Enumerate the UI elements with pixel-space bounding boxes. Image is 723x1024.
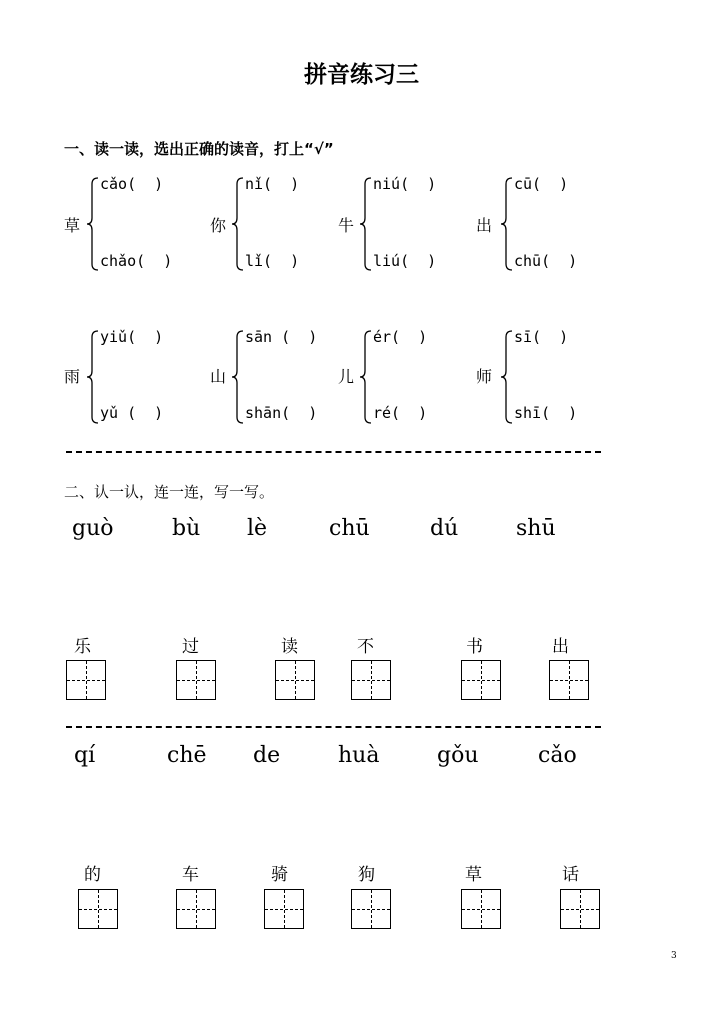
pinyin-1-4: chū [329,516,370,541]
option-top[interactable]: ér( ) [373,328,428,346]
writing-box[interactable] [66,660,106,700]
char-2-2: 车 [182,865,199,885]
divider-1 [66,451,601,453]
writing-box[interactable] [264,889,304,929]
option-bottom[interactable]: shī( ) [514,404,578,422]
writing-box[interactable] [275,660,315,700]
char-2-1: 的 [84,865,101,885]
option-bottom[interactable]: lǐ( ) [245,252,300,270]
char-1-2: 过 [182,637,199,657]
writing-box[interactable] [351,660,391,700]
pinyin-2-5: gǒu [437,743,479,768]
option-top[interactable]: sān ( ) [245,328,318,346]
char-1-6: 出 [552,637,569,657]
option-top[interactable]: sī( ) [514,328,569,346]
writing-box[interactable] [176,889,216,929]
option-bottom[interactable]: chū( ) [514,252,578,270]
char-1-4: 不 [357,637,374,657]
pinyin-1-3: lè [247,516,268,541]
char-2-4: 狗 [358,865,375,885]
brace-icon [86,177,100,271]
pinyin-2-1: qí [74,743,96,768]
char-2-5: 草 [465,865,482,885]
pinyin-1-1: guò [72,516,114,541]
char-1-1: 乐 [74,637,91,657]
brace-icon [86,330,100,424]
brace-icon [500,177,514,271]
writing-box[interactable] [176,660,216,700]
option-bottom[interactable]: chǎo( ) [100,252,173,270]
option-top[interactable]: cū( ) [514,175,569,193]
writing-box[interactable] [461,889,501,929]
char-2-6: 话 [562,865,579,885]
group-char: 牛 [338,216,355,235]
option-top[interactable]: niú( ) [373,175,437,193]
section1-heading: 一、读一读，选出正确的读音，打上“√” [64,140,334,158]
writing-box[interactable] [549,660,589,700]
writing-box[interactable] [351,889,391,929]
writing-box[interactable] [78,889,118,929]
page-title: 拼音练习三 [304,62,419,88]
option-top[interactable]: yiǔ( ) [100,328,164,346]
option-top[interactable]: cǎo( ) [100,175,164,193]
group-char: 草 [64,216,81,235]
pinyin-2-2: chē [167,743,207,768]
group-char: 出 [476,216,493,235]
brace-icon [231,177,245,271]
pinyin-2-3: de [253,743,281,768]
brace-icon [500,330,514,424]
pinyin-2-6: cǎo [538,743,577,768]
char-1-3: 读 [281,637,298,657]
option-bottom[interactable]: liú( ) [373,252,437,270]
page-number: 3 [671,951,677,961]
pinyin-1-6: shū [516,516,556,541]
brace-icon [231,330,245,424]
writing-box[interactable] [461,660,501,700]
pinyin-1-5: dú [430,516,459,541]
pinyin-2-4: huà [338,743,380,768]
group-char: 山 [210,367,227,386]
group-char: 儿 [338,367,355,386]
writing-box[interactable] [560,889,600,929]
option-top[interactable]: nǐ( ) [245,175,300,193]
group-char: 雨 [64,367,81,386]
group-char: 师 [476,367,493,386]
option-bottom[interactable]: yǔ ( ) [100,404,164,422]
group-char: 你 [210,216,227,235]
option-bottom[interactable]: shān( ) [245,404,318,422]
pinyin-1-2: bù [172,516,201,541]
option-bottom[interactable]: ré( ) [373,404,428,422]
brace-icon [359,330,373,424]
section2-heading: 二、认一认，连一连，写一写。 [64,483,275,501]
brace-icon [359,177,373,271]
char-1-5: 书 [466,637,483,657]
divider-2 [66,726,601,728]
char-2-3: 骑 [271,865,288,885]
